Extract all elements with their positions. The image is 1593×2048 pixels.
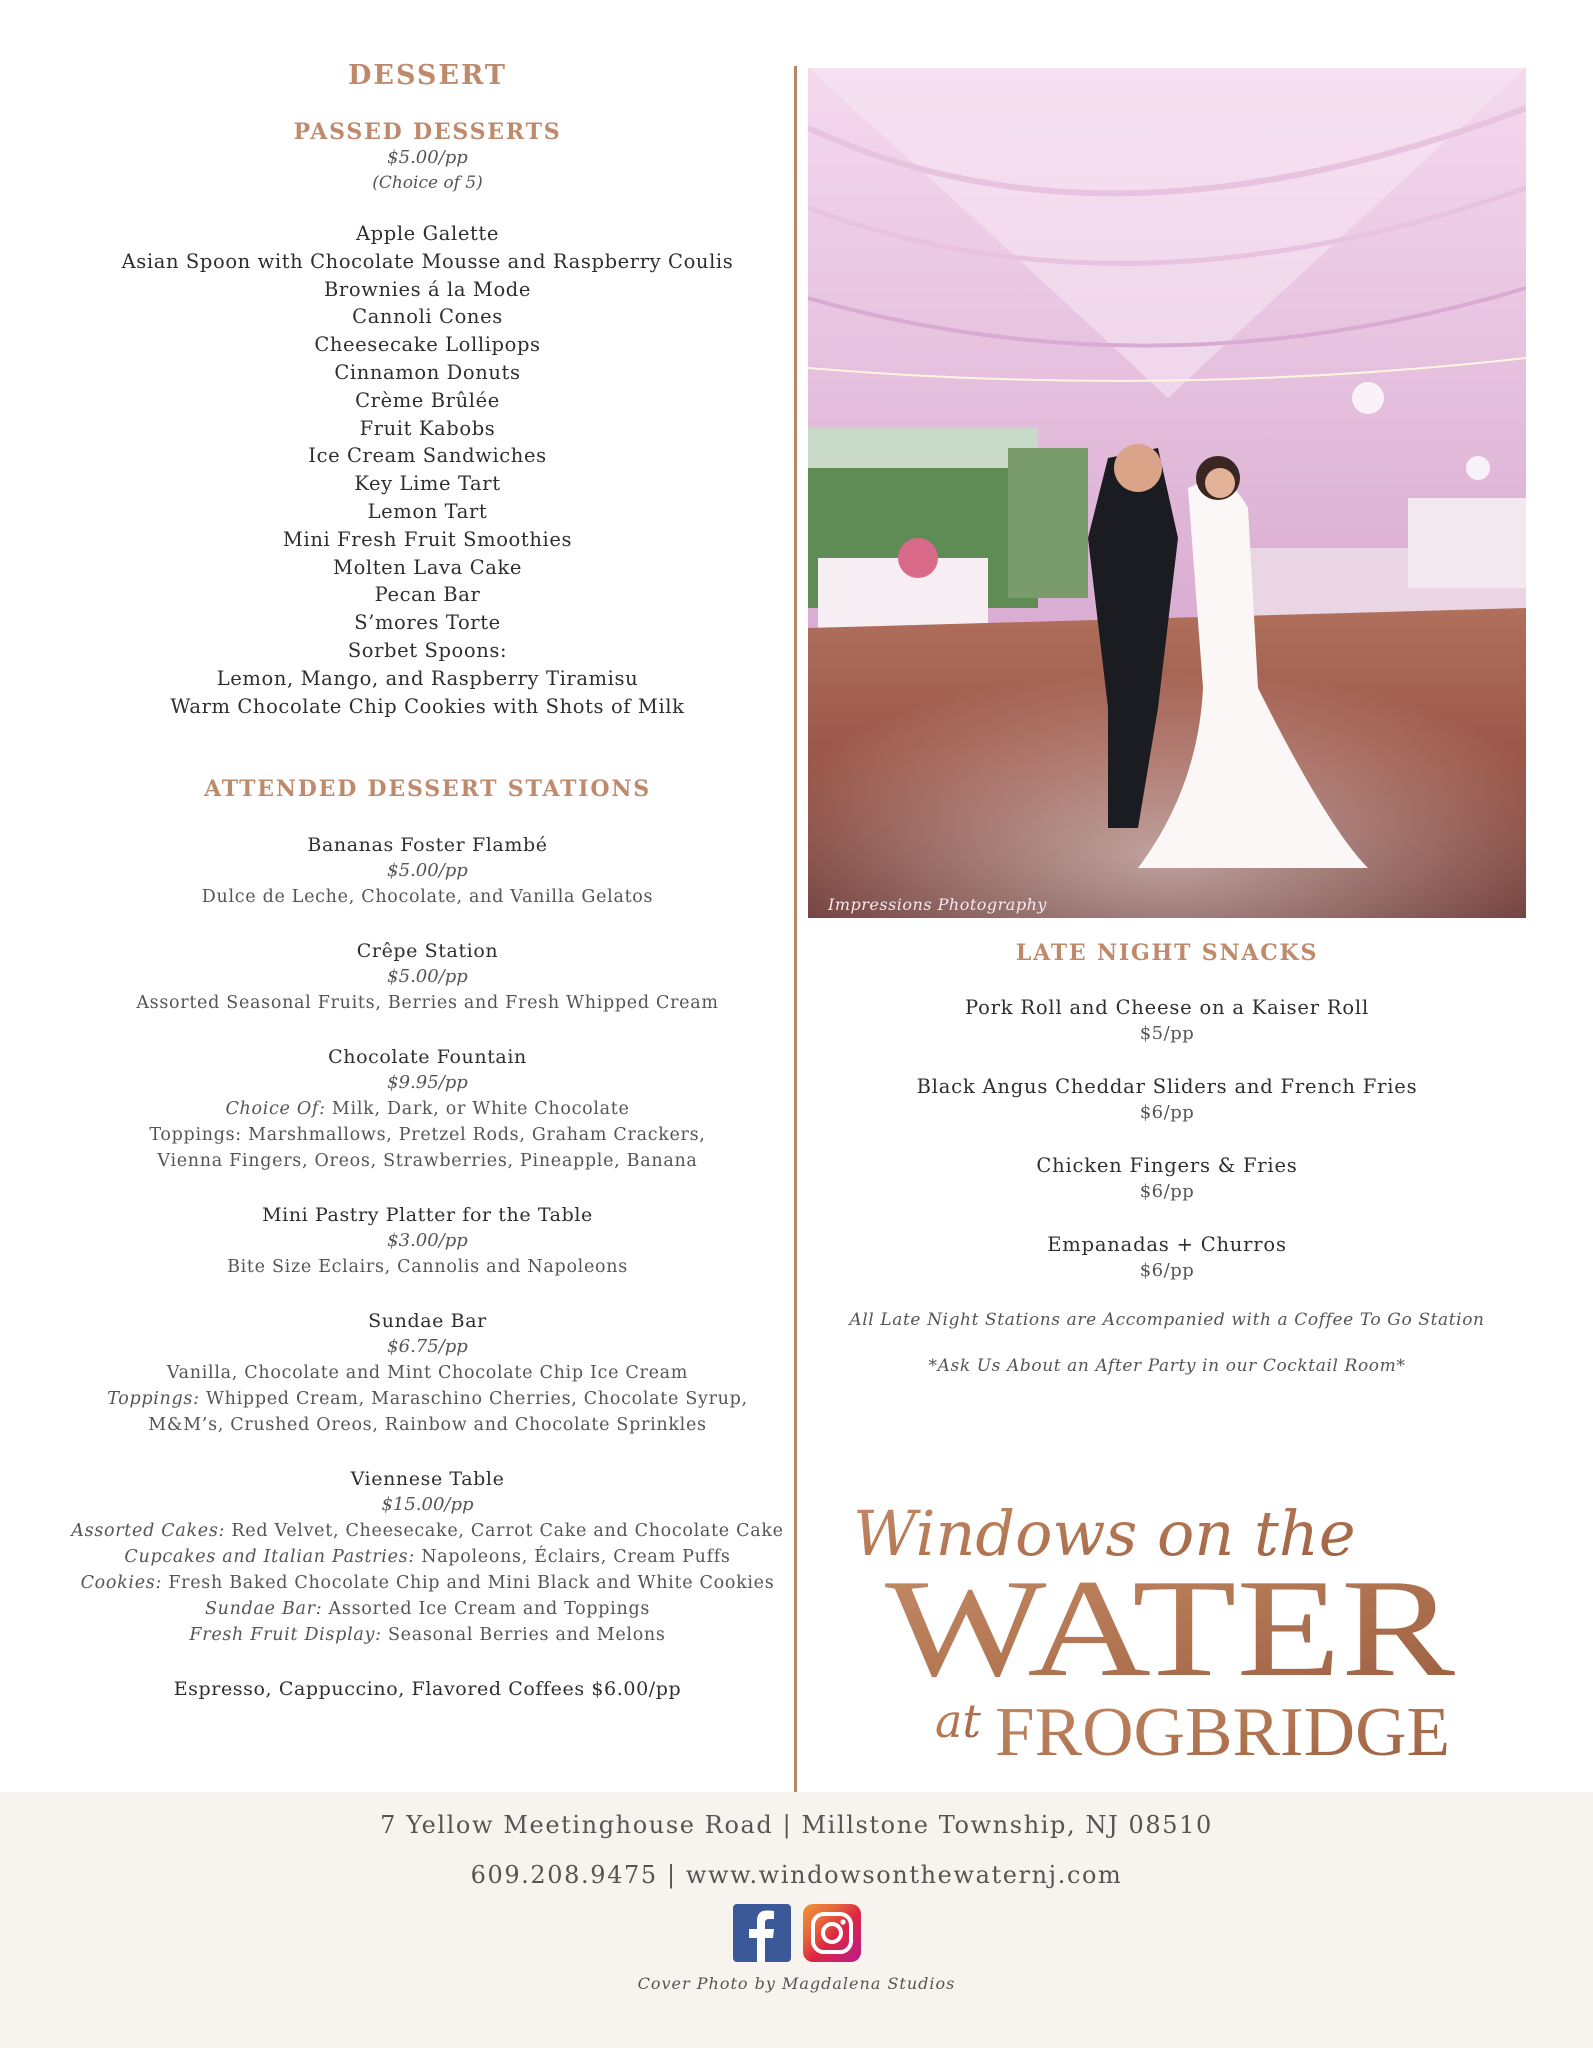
description-text: Red Velvet, Cheesecake, Carrot Cake and Chocolate Cake: [225, 1521, 784, 1542]
logo-wordmark: [845, 1475, 1485, 1775]
snack-item: [808, 1231, 1526, 1284]
station-description: [50, 884, 805, 910]
station-name: Sundae Bar: [368, 1310, 487, 1333]
station-description: [50, 1360, 805, 1386]
list-item: Cannoli Cones: [352, 305, 503, 329]
passed-desserts-list: [50, 220, 805, 720]
stations-list: [50, 832, 805, 1648]
station-description: [50, 1254, 805, 1280]
description-label: Fresh Fruit Display:: [189, 1625, 382, 1646]
snack-price: $6/pp: [1139, 1181, 1195, 1202]
description-label: Toppings:: [107, 1389, 200, 1410]
snack-item: [808, 1073, 1526, 1126]
description-text: Toppings: Marshmallows, Pretzel Rods, Graham Crackers,: [149, 1125, 706, 1146]
station-price: $9.95/pp: [387, 1072, 468, 1094]
after-party-note: *Ask Us About an After Party in our Cocktail Room*: [928, 1356, 1406, 1376]
description-text: M&M’s, Crushed Oreos, Rainbow and Chocolate Sprinkles: [148, 1415, 707, 1436]
attended-stations-heading: ATTENDED DESSERT STATIONS: [204, 776, 651, 803]
station-name: Viennese Table: [350, 1468, 505, 1491]
list-item: Cinnamon Donuts: [334, 360, 521, 384]
footer-address: 7 Yellow Meetinghouse Road | Millstone Township, NJ 08510: [380, 1811, 1213, 1839]
list-item: Mini Fresh Fruit Smoothies: [282, 527, 573, 551]
description-text: Napoleons, Éclairs, Cream Puffs: [414, 1547, 731, 1568]
description-text: Dulce de Leche, Chocolate, and Vanilla Gelatos: [201, 887, 654, 908]
list-item: Fruit Kabobs: [359, 416, 496, 440]
station-description: [50, 1412, 805, 1438]
snack-name: Black Angus Cheddar Sliders and French Fries: [916, 1075, 1418, 1098]
dessert-station: [50, 832, 805, 910]
station-description: [50, 1596, 805, 1622]
description-text: Whipped Cream, Maraschino Cherries, Chocolate Syrup,: [199, 1389, 748, 1410]
dessert-station: [50, 1308, 805, 1438]
station-description: [50, 1518, 805, 1544]
footer-contact[interactable]: 609.208.9475 | www.windowsonthewaternj.com: [470, 1861, 1123, 1889]
passed-desserts-heading: PASSED DESSERTS: [293, 119, 562, 145]
list-item: Apple Galette: [355, 222, 499, 245]
station-price: $3.00/pp: [387, 1230, 468, 1252]
snack-price: $6/pp: [1139, 1260, 1195, 1281]
photo-credit: Impressions Photography: [828, 895, 1047, 914]
station-price: $15.00/pp: [381, 1494, 474, 1516]
description-label: Assorted Cakes:: [71, 1521, 226, 1542]
description-label: Cookies:: [80, 1573, 163, 1594]
list-item: Pecan Bar: [374, 583, 481, 607]
logo-at: at: [935, 1694, 981, 1748]
list-item: Sorbet Spoons:: [347, 638, 508, 662]
passed-desserts-price: $5.00/pp: [387, 147, 468, 168]
passed-desserts-section: [50, 119, 805, 720]
description-label: Cupcakes and Italian Pastries:: [124, 1547, 415, 1568]
tent-dance-floor-image: [808, 68, 1526, 918]
cover-photo-credit: Cover Photo by Magdalena Studios: [637, 1974, 956, 1993]
station-name: Chocolate Fountain: [328, 1046, 527, 1069]
description-label: Sundae Bar:: [204, 1599, 323, 1620]
list-item: Crème Brûlée: [355, 388, 500, 412]
dessert-station: [50, 938, 805, 1016]
dessert-station: [50, 1202, 805, 1280]
instagram-icon[interactable]: [803, 1904, 861, 1962]
dessert-station: [50, 1466, 805, 1648]
list-item: Cheesecake Lollipops: [314, 333, 541, 357]
description-text: Fresh Baked Chocolate Chip and Mini Black and White Cookies: [162, 1573, 775, 1594]
snack-name: Chicken Fingers & Fries: [1036, 1154, 1298, 1177]
logo-line1: Windows on the: [853, 1497, 1356, 1570]
station-description: [50, 1148, 805, 1174]
logo-line3: FROGBRIDGE: [995, 1694, 1450, 1771]
logo-line2: WATER: [885, 1551, 1456, 1706]
station-name: Mini Pastry Platter for the Table: [262, 1204, 593, 1227]
station-description: [50, 1386, 805, 1412]
station-name: Bananas Foster Flambé: [307, 834, 548, 857]
wedding-photo: [808, 68, 1526, 918]
list-item: Molten Lava Cake: [333, 555, 522, 579]
coffee-line: Espresso, Cappuccino, Flavored Coffees $6.00/pp: [173, 1678, 682, 1701]
station-description: [50, 1570, 805, 1596]
station-price: $5.00/pp: [387, 860, 468, 882]
dessert-column: [50, 60, 805, 1702]
description-text: Vienna Fingers, Oreos, Strawberries, Pineapple, Banana: [157, 1151, 698, 1172]
station-description: [50, 990, 805, 1016]
list-item: Ice Cream Sandwiches: [308, 444, 547, 468]
snack-name: Empanadas + Churros: [1047, 1233, 1287, 1256]
list-item: Lemon, Mango, and Raspberry Tiramisu: [216, 666, 639, 690]
snack-item: [808, 994, 1526, 1047]
station-name: Crêpe Station: [356, 940, 499, 963]
late-night-coffee-note: All Late Night Stations are Accompanied with a Coffee To Go Station: [849, 1310, 1485, 1330]
station-description: [50, 1622, 805, 1648]
station-description: [50, 1122, 805, 1148]
snack-price: $6/pp: [1139, 1102, 1195, 1123]
description-text: Milk, Dark, or White Chocolate: [325, 1099, 630, 1120]
venue-logo: [845, 1475, 1485, 1775]
list-item: Warm Chocolate Chip Cookies with Shots of Milk: [170, 694, 685, 718]
snack-price: $5/pp: [1139, 1023, 1195, 1044]
column-divider: [794, 66, 797, 1792]
footer: [0, 1792, 1593, 2048]
description-label: Choice Of:: [225, 1099, 326, 1120]
list-item: Asian Spoon with Chocolate Mousse and Raspberry Coulis: [121, 249, 734, 273]
description-text: Bite Size Eclairs, Cannolis and Napoleons: [227, 1257, 628, 1278]
attended-stations-section: [50, 776, 805, 1702]
snack-item: [808, 1152, 1526, 1205]
description-text: Seasonal Berries and Melons: [381, 1625, 666, 1646]
passed-desserts-note: (Choice of 5): [372, 173, 483, 193]
dessert-title: DESSERT: [347, 60, 508, 91]
description-text: Vanilla, Chocolate and Mint Chocolate Chip Ice Cream: [166, 1363, 689, 1384]
description-text: Assorted Seasonal Fruits, Berries and Fresh Whipped Cream: [136, 993, 719, 1014]
list-item: Brownies á la Mode: [323, 277, 532, 301]
station-price: $6.75/pp: [387, 1336, 468, 1358]
facebook-icon[interactable]: [733, 1904, 791, 1962]
list-item: Key Lime Tart: [354, 472, 501, 496]
late-night-section: [808, 940, 1526, 1376]
list-item: S’mores Torte: [354, 611, 501, 635]
list-item: Lemon Tart: [367, 499, 488, 523]
description-text: Assorted Ice Cream and Toppings: [322, 1599, 651, 1620]
station-description: [50, 1544, 805, 1570]
station-price: $5.00/pp: [387, 966, 468, 988]
snack-name: Pork Roll and Cheese on a Kaiser Roll: [965, 996, 1369, 1019]
dessert-station: [50, 1044, 805, 1174]
social-links: [0, 1904, 1593, 1962]
station-description: [50, 1096, 805, 1122]
late-night-heading: LATE NIGHT SNACKS: [1015, 940, 1319, 966]
